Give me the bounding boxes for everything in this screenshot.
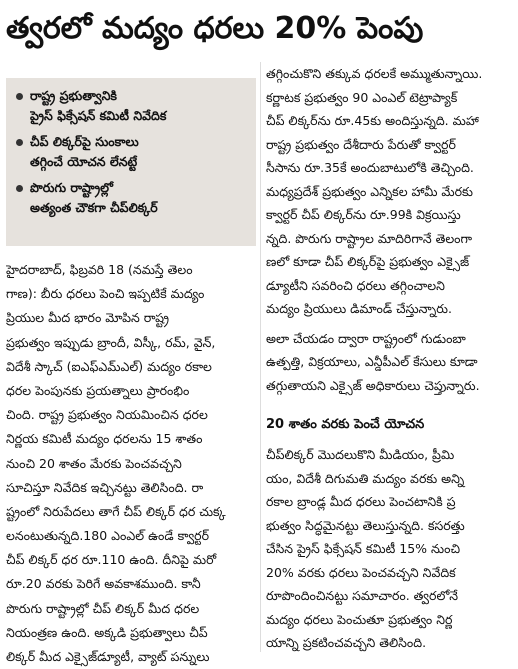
- body-line: రాష్ట్ర ప్రభుత్వం దేశీదారు పేరుతో క్వార్టర్: [266, 136, 456, 152]
- body-line: లిక్కర్ మీద ఎక్సైజ్‌డ్యూటీ, వ్యాట్ పన్నులు: [6, 649, 210, 664]
- highlight-line: ప్రైస్ ఫిక్సేషన్ కమిటీ నివేదిక: [30, 108, 167, 123]
- highlight-item: [14, 132, 248, 172]
- body-line: ప్రభుత్వం ఇప్పుడు బ్రాందీ, విస్కీ, రమ్, వైన్,: [6, 334, 216, 350]
- headline: త్వరలో మద్యం ధరలు 20% పెంపు: [6, 11, 424, 46]
- body-line: ష్ట్రంలో నిరుపేదలు తాగే చీప్ లిక్కర్ ధర చుక్క: [6, 503, 226, 519]
- body-line: న్నది. పొరుగు రాష్ట్రాల మాదిరిగానే తెలంగా: [266, 230, 473, 246]
- highlight-line: చీప్ లిక్కర్‌పై సుంకాలు: [30, 134, 139, 149]
- body-line: ణలో కూడా చీప్ లిక్కర్‌పై ప్రభుత్వం ఎక్సైజ్: [266, 254, 470, 269]
- highlight-line: తగ్గించే యోచన లేనట్టే: [30, 154, 138, 169]
- body-line: ప్రియుల మీద భారం మోపిన రాష్ట్ర: [6, 310, 170, 326]
- body-line: యాన్ని ప్రకటించవచ్చని తెలిసింది.: [266, 635, 427, 650]
- body-line: ఉత్పత్తి, విక్రయాలు, ఎన్డీపీఎల్ కేసులు కూడా: [266, 354, 478, 369]
- body-line: ధరల పెంపునకు ప్రయత్నాలు ప్రారంభిం: [6, 382, 190, 398]
- body-line: మద్యం ధరలు పెంచుతూ ప్రభుత్వం నిర్ణ: [266, 611, 453, 627]
- body-line: హైదరాబాద్, ఫిబ్రవరి 18 (నమస్తే తెలం: [6, 262, 193, 277]
- highlight-line: రాష్ట్ర ప్రభుత్వానికి: [30, 88, 117, 103]
- body-line: తగ్గించుకొని తక్కువ ధరలకే అమ్ముతున్నాయి.: [266, 66, 483, 81]
- body-line: క్వార్టర్ చీప్ లిక్కర్‌ను రూ.99కి విక్రయిస్తు: [266, 207, 461, 222]
- highlight-line: పొరుగు రాష్ట్రాల్లో: [30, 180, 114, 195]
- body-line: తగ్గుతాయని ఎక్సైజ్ అధికారులు చెప్తున్నారు.: [266, 377, 480, 393]
- highlights-box: [6, 78, 256, 246]
- body-line: రకాల బ్రాండ్ల మీద ధరలు పెంచటానికి ప్ర: [266, 494, 456, 509]
- body-line: చీప్‌లిక్కర్ మొదలుకొని మీడియం, ప్రీమి: [266, 447, 455, 462]
- body-line: నియంత్రణ ఉంది. అక్కడి ప్రభుత్వాలు చీప్: [6, 624, 208, 640]
- bullet-icon: [16, 139, 23, 146]
- highlight-item: [14, 86, 248, 126]
- body-line: కర్ణాటక ప్రభుత్వం 90 ఎంఎల్ టెట్రాప్యాక్: [266, 89, 458, 105]
- highlight-item: [14, 178, 248, 218]
- body-line: మద్యం ప్రియులు డిమాండ్ చేస్తున్నారు.: [266, 301, 452, 316]
- body-line: 20% వరకు ధరలు పెంచవచ్చని నివేదిక: [266, 564, 456, 580]
- body-line: నిర్ణయ కమిటీ మద్యం ధరలను 15 శాతం: [6, 431, 203, 447]
- body-line: చింది. రాష్ట్ర ప్రభుత్వం నియమించిన ధరల: [6, 407, 208, 423]
- body-line: యం, విదేశీ దిగుమతి మద్యం వరకు అన్ని: [266, 470, 465, 486]
- subheading: 20 శాతం వరకు పెంచే యోచన: [266, 417, 425, 432]
- body-line: చేసిన ప్రైస్ ఫిక్సేషన్ కమిటీ 15% నుంచి: [266, 541, 461, 556]
- body-line: పొరుగు రాష్ట్రాల్లో చీప్ లిక్కర్ మీద ధరల: [6, 600, 200, 616]
- body-line: చీప్ లిక్కర్‌ను రూ.45కు అందిస్తున్నది. మహా: [266, 113, 479, 128]
- body-line: డ్యూటీని సవరించి ధరలు తగ్గించాలని: [266, 277, 445, 293]
- body-line: మధ్యప్రదేశ్ ప్రభుత్వం ఎన్నికల హామీ మేరకు: [266, 183, 473, 199]
- body-line: సీసాను రూ.35కే అందుబాటులోకి తెచ్చింది.: [266, 160, 474, 175]
- body-line: నుంచి 20 శాతం మేరకు పెంచవచ్చని: [6, 455, 182, 471]
- body-line: గాణ): బీరు ధరలు పెంచి ఇప్పటికే మద్యం: [6, 286, 205, 302]
- highlight-line: అత్యంత చౌకగా చీప్‌లిక్కర్: [30, 200, 158, 215]
- left-column: [6, 258, 258, 669]
- column-divider: [260, 62, 261, 652]
- right-column: [266, 62, 512, 655]
- body-line: చీప్ లిక్కర్ ధర రూ.110 ఉంది. దీనిపై మరో: [6, 552, 217, 568]
- bullet-icon: [16, 93, 23, 100]
- body-line: రూపొందించినట్టు సమాచారం. త్వరలోనే: [266, 588, 459, 603]
- bullet-icon: [16, 185, 23, 192]
- body-line: రూ.20 వరకు పెరిగే అవకాశముంది. కానీ: [6, 576, 201, 592]
- body-line: లనంటుతున్నది.180 ఎంఎల్ ఉండే క్వార్టర్: [6, 528, 209, 544]
- body-line: భుత్వం సిద్ధమైనట్టు తెలుస్తున్నది. కసరత్తు: [266, 517, 465, 533]
- body-line: అలా చేయడం ద్వారా రాష్ట్రంలో గుడుంబా: [266, 330, 466, 346]
- body-line: విదేశీ స్కాచ్ (ఐఎఫ్‌ఎమ్‌ఎల్) మద్యం రకాల: [6, 358, 212, 374]
- body-line: సూచిస్తూ నివేదిక ఇచ్చినట్టు తెలిసింది. రా: [6, 479, 204, 495]
